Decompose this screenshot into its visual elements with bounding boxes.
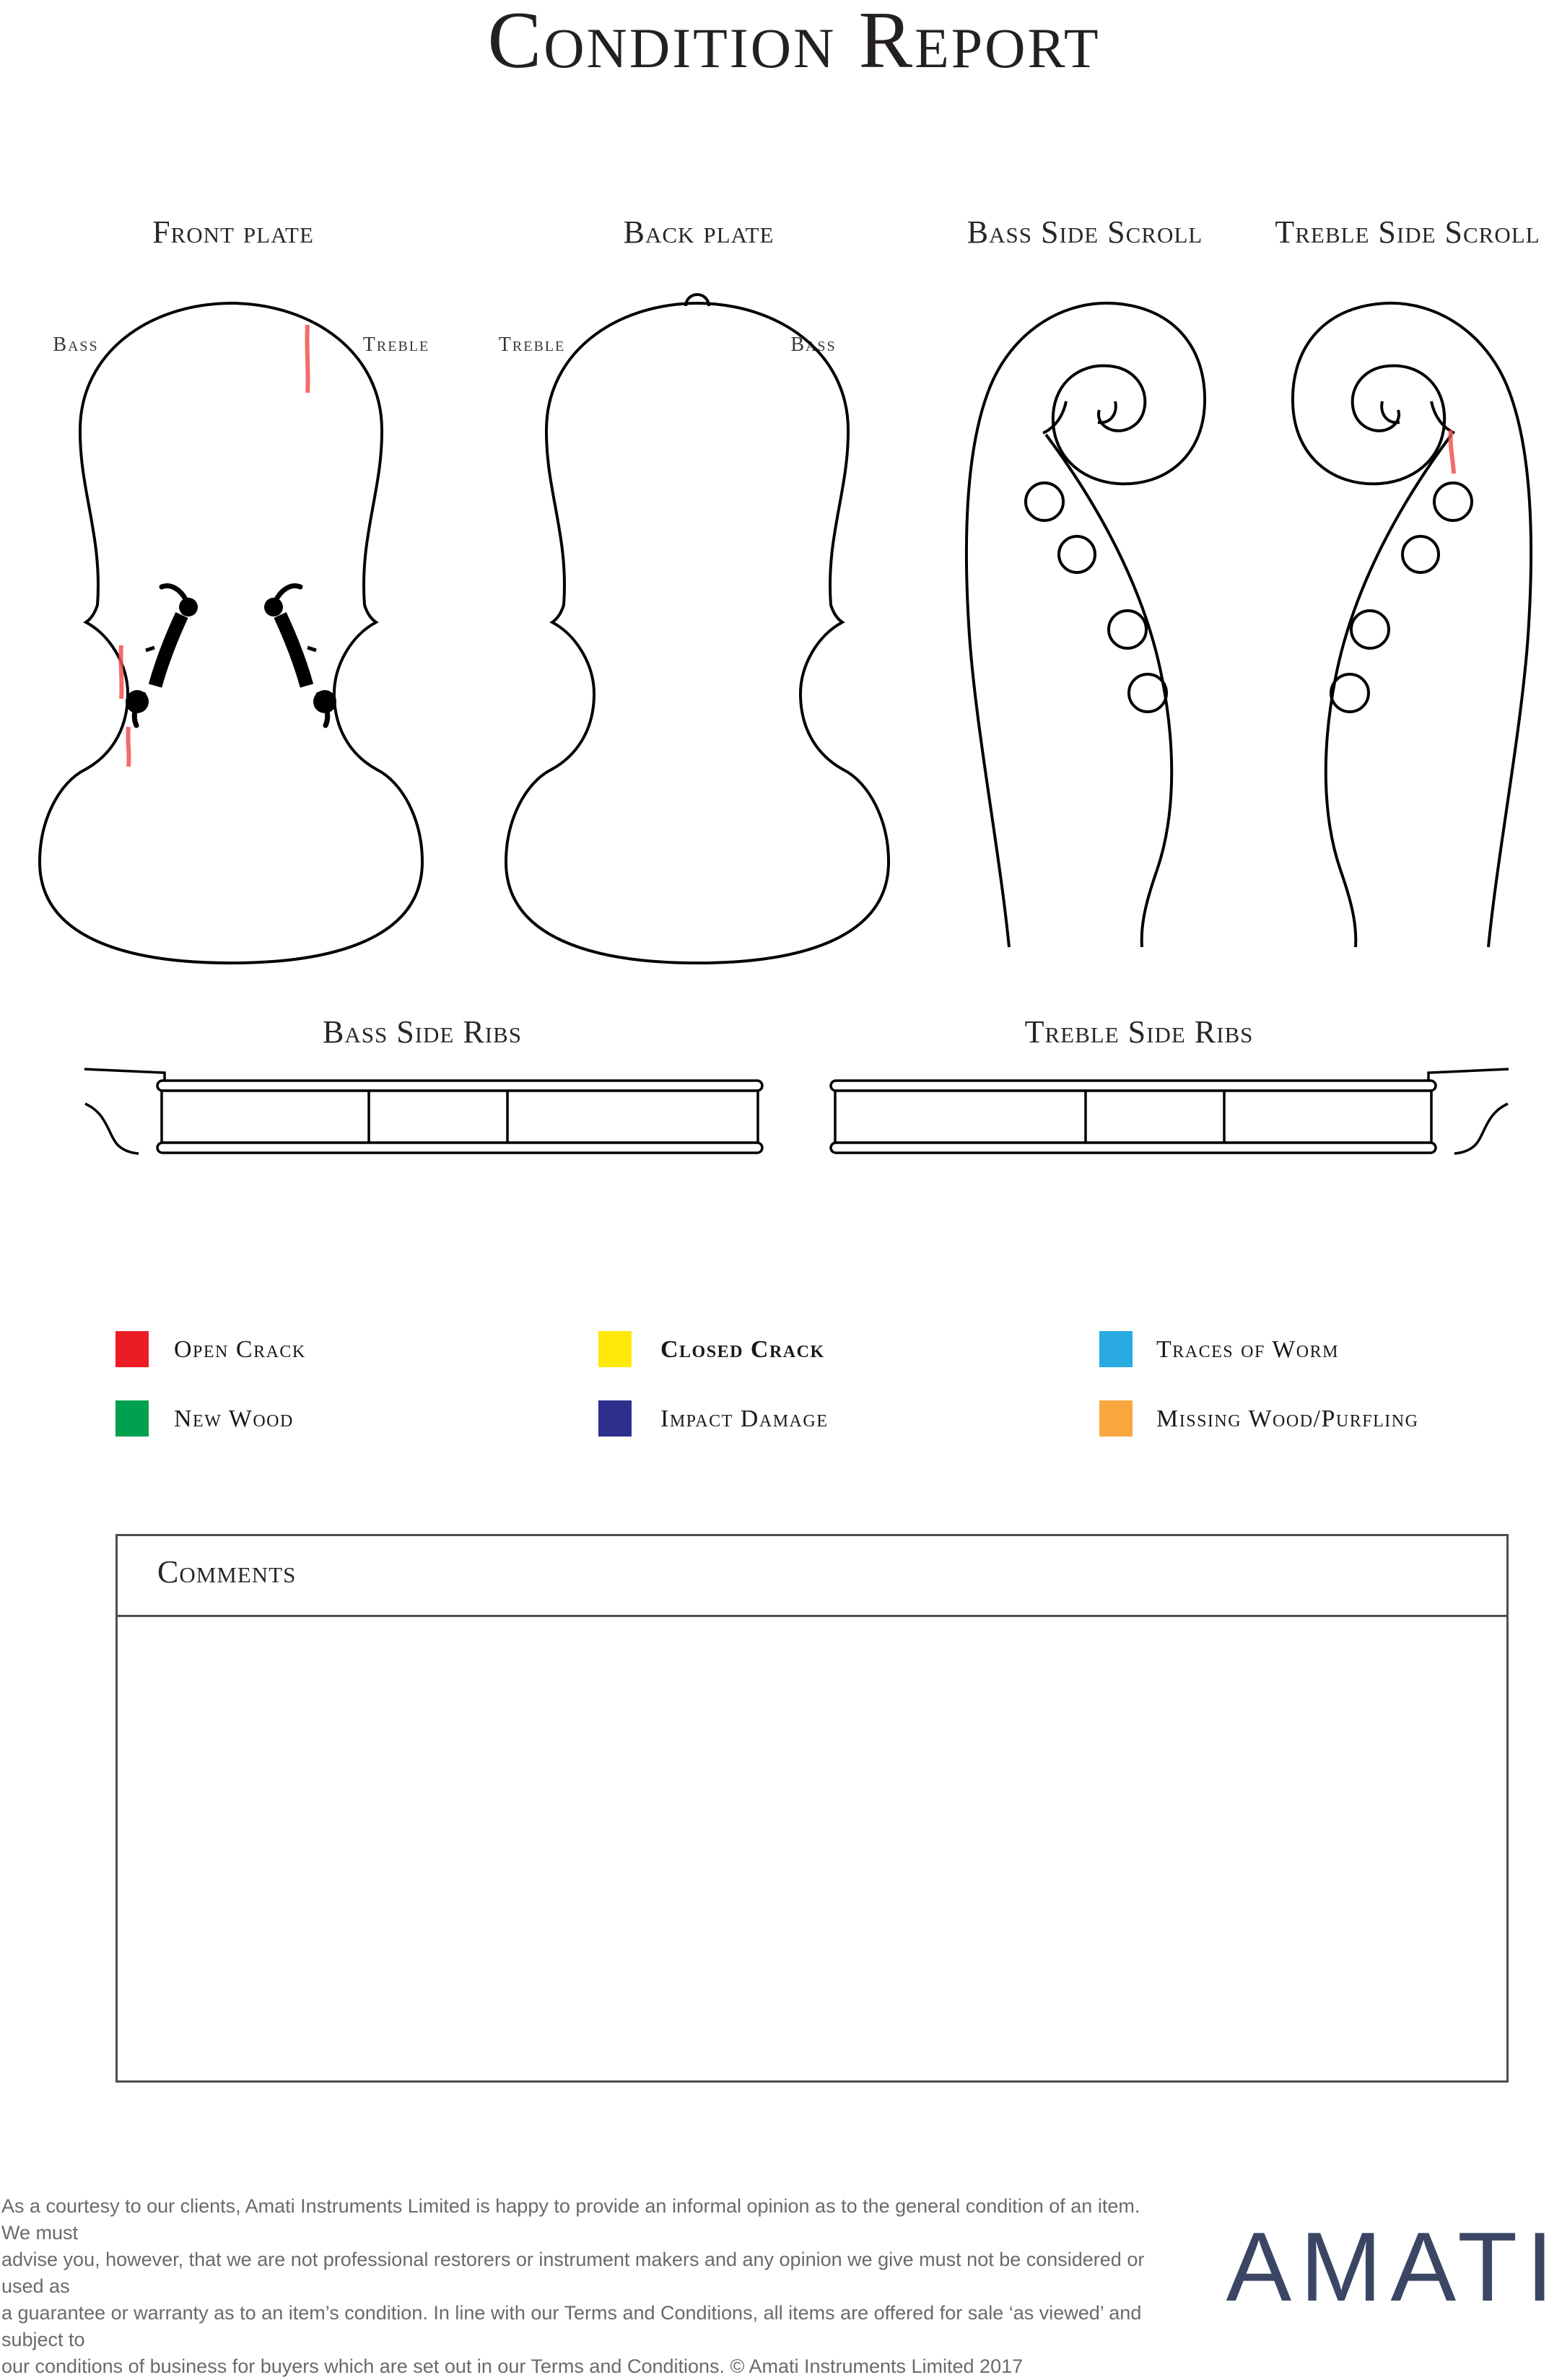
- comments-header: [118, 1536, 1506, 1617]
- back-plate-diagram: [506, 295, 889, 963]
- front-plate-bass-label: Bass: [53, 334, 99, 356]
- comments-area[interactable]: [118, 1619, 1506, 2080]
- amati-logo: AMATI: [1226, 2212, 1562, 2322]
- footer-line: advise you, however, that we are not professional restorers or instrument makers and any opinion we give must not be considered or used as: [1, 2249, 1145, 2297]
- comments-box: [115, 1534, 1509, 2083]
- treble-scroll-diagram: [1293, 303, 1531, 947]
- back-plate-bass-label: Bass: [790, 334, 837, 356]
- traces-of-worm-swatch: [1099, 1331, 1133, 1367]
- bass-f-hole: [126, 586, 198, 725]
- instrument-diagrams: [0, 274, 1556, 1169]
- treble-ribs-header: Treble Side Ribs: [1024, 1014, 1254, 1050]
- closed-crack-label: Closed Crack: [660, 1336, 825, 1363]
- bass-scroll-header: Bass Side Scroll: [967, 214, 1203, 250]
- traces-of-worm-label: Traces of Worm: [1156, 1336, 1339, 1363]
- back-plate-header: Back plate: [623, 214, 775, 250]
- comments-title: Comments: [157, 1554, 297, 1590]
- new-wood-swatch: [115, 1400, 149, 1437]
- missing-wood-purfling-swatch: [1099, 1400, 1133, 1437]
- front-plate-treble-label: Treble: [362, 334, 430, 356]
- front-plate-diagram: [40, 303, 422, 963]
- footer-line: As a courtesy to our clients, Amati Instruments Limited is happy to provide an informal opinion as to the general condition of an item. We must: [1, 2195, 1140, 2244]
- footer-line: our conditions of business for buyers which are set out in our Terms and Conditions. © Amati Instruments Limited 2017: [1, 2355, 1024, 2377]
- open-crack-swatch: [115, 1331, 149, 1367]
- treble-ribs-diagram: [831, 1069, 1509, 1154]
- back-plate-treble-label: Treble: [498, 334, 566, 356]
- bass-ribs-diagram: [84, 1069, 762, 1154]
- page-title: Condition Report: [487, 0, 1101, 85]
- footer-line: a guarantee or warranty as to an item’s condition. In line with our Terms and Conditions, all items are offered for sale ‘as viewed’ and subject to: [1, 2302, 1142, 2350]
- treble-scroll-header: Treble Side Scroll: [1275, 214, 1540, 250]
- bass-scroll-diagram: [967, 303, 1205, 947]
- new-wood-label: New Wood: [174, 1405, 294, 1432]
- missing-wood-purfling-label: Missing Wood/Purfling: [1156, 1405, 1419, 1432]
- open-crack-label: Open Crack: [174, 1336, 306, 1363]
- front-plate-header: Front plate: [152, 214, 314, 250]
- closed-crack-swatch: [598, 1331, 632, 1367]
- bass-ribs-header: Bass Side Ribs: [323, 1014, 522, 1050]
- treble-f-hole: [264, 586, 336, 725]
- impact-damage-swatch: [598, 1400, 632, 1437]
- open-crack-mark-treble-scroll: [1451, 430, 1454, 474]
- footer-disclaimer: [1, 2193, 1156, 2380]
- impact-damage-label: Impact Damage: [660, 1405, 829, 1432]
